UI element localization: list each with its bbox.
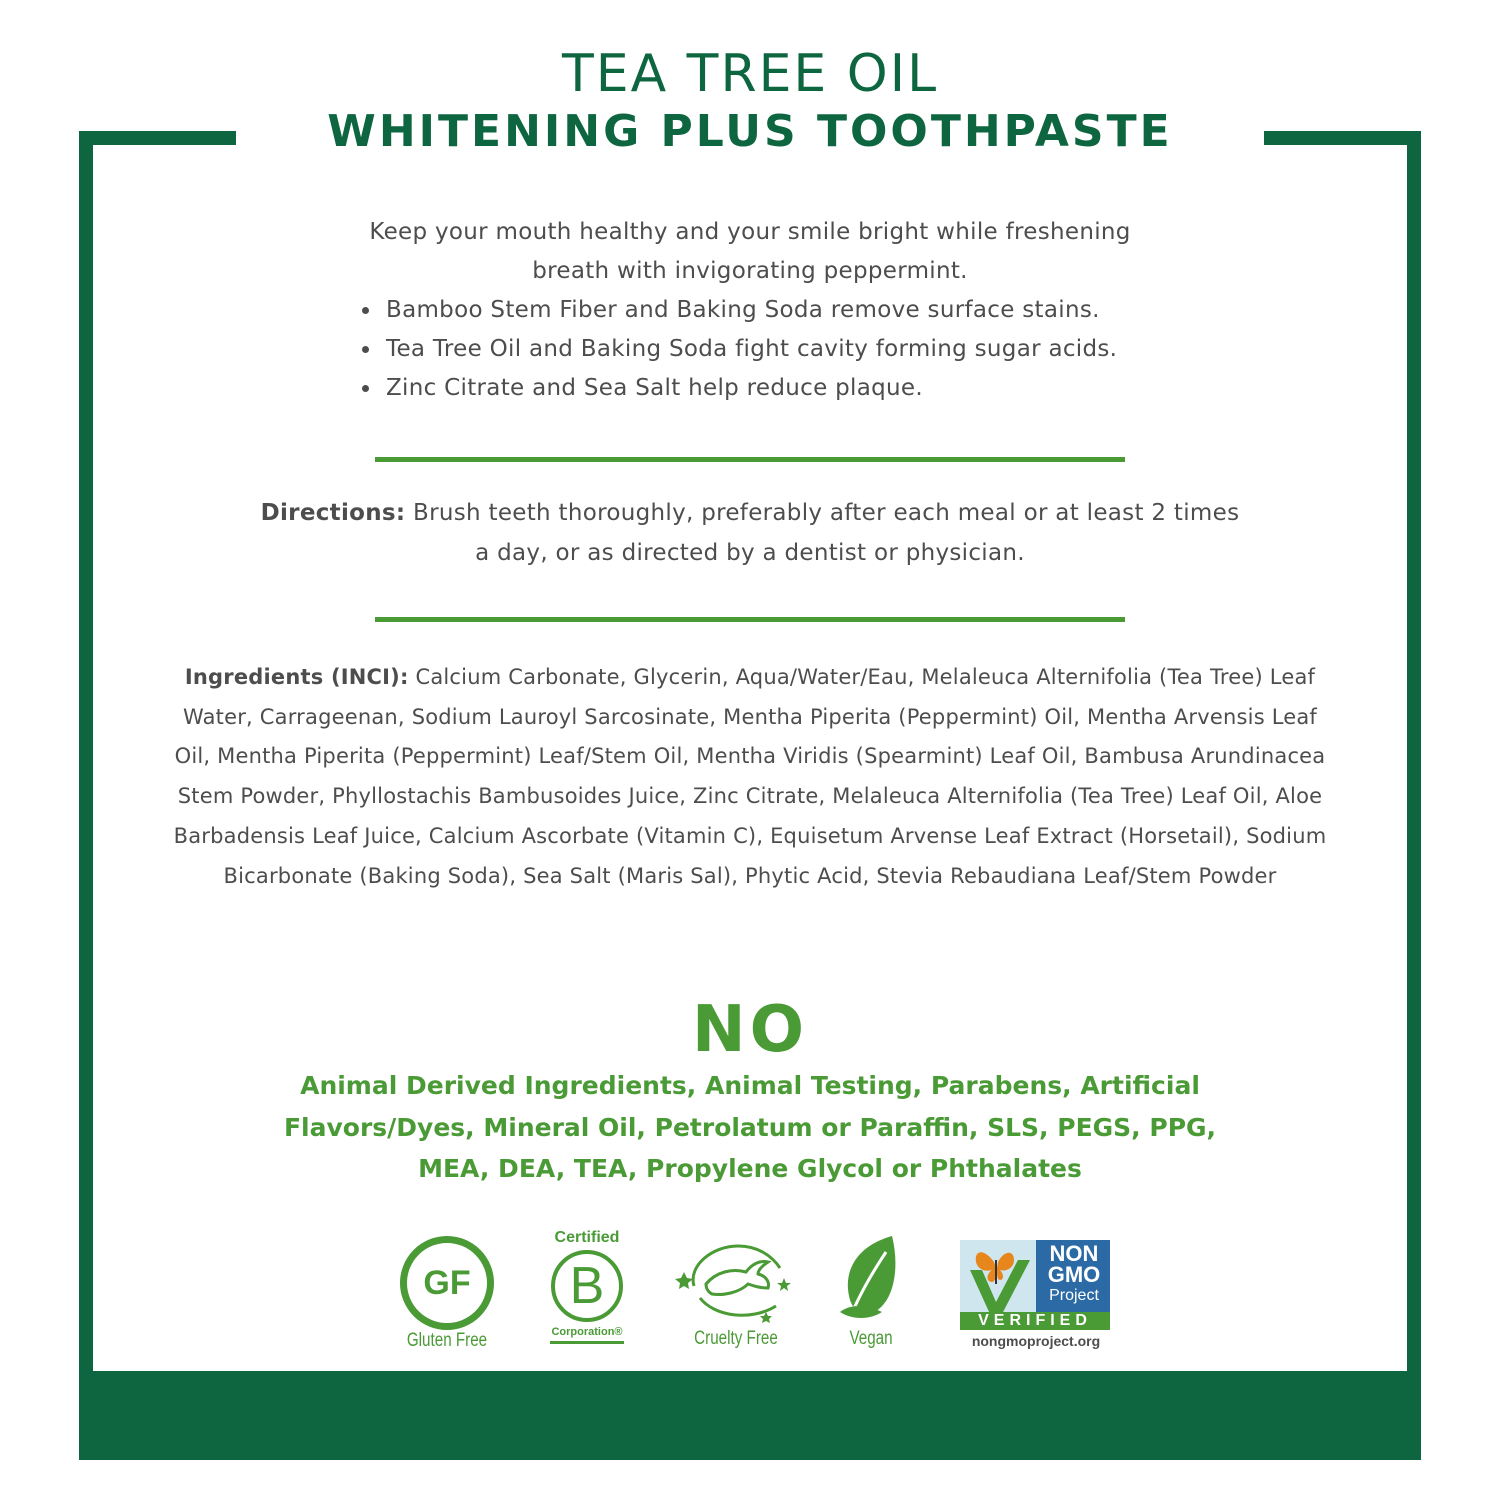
ingredients-text: Calcium Carbonate, Glycerin, Aqua/Water/Eau, Melaleuca Alternifolia (Tea Tree) Leaf Water, Carrageenan, Sodium Lauroyl Sarcosinate, Mentha Piperita (Peppermint) Oil, Mentha Arvensis Leaf Oil, Mentha Piperita (Peppermint) Leaf/Stem Oil, Mentha Viridis (Spearmint) Leaf Oil, Bambusa Arundinacea Stem Powder, Phyllostachis Bambusoides Juice, Zinc Citrate, Melaleuca Alternifolia (Tea Tree) Leaf Oil, Aloe Barbadensis Leaf Juice, Calcium Ascorbate (Vitamin C), Equisetum Arvense Leaf Extract (Horsetail), Sodium Bicarbonate (Baking Soda), Sea Salt (Maris Sal), Phytic Acid, Stevia Rebaudiana Leaf/Stem Powder: [173, 665, 1327, 888]
certification-badges: [0, 1228, 1500, 1363]
non-gmo-gmo-text: GMO: [1047, 1262, 1101, 1287]
leaf-icon: [836, 1232, 906, 1324]
directions-section: [250, 493, 1250, 573]
b-corp-certified-text: Certified: [554, 1229, 620, 1246]
no-heading: NO: [692, 993, 808, 1067]
butterfly-icon: [960, 1240, 1036, 1316]
gluten-free-icon: [400, 1236, 494, 1330]
gluten-free-caption: Gluten Free: [406, 1330, 488, 1351]
frame-bottom-band: [79, 1371, 1421, 1460]
gluten-free-badge: [395, 1236, 499, 1352]
directions-text: Brush teeth thoroughly, preferably after each meal or at least 2 times a day, or as directed by a dentist or physician.: [413, 500, 1240, 566]
divider: [375, 457, 1125, 462]
vegan-badge: [836, 1232, 906, 1350]
benefit-item: • Bamboo Stem Fiber and Baking Soda remove surface stains.: [382, 291, 1170, 330]
benefit-item: • Tea Tree Oil and Baking Soda fight cavity forming sugar acids.: [382, 330, 1170, 369]
divider: [375, 617, 1125, 622]
leaping-bunny-icon: [672, 1232, 800, 1324]
product-subtitle: WHITENING PLUS TOOTHPASTE: [327, 106, 1173, 157]
product-title: TEA TREE OIL: [561, 44, 939, 104]
intro-section: [330, 213, 1170, 408]
b-corp-corporation-text: Corporation®: [551, 1326, 623, 1338]
non-gmo-logo: [960, 1240, 1110, 1330]
benefit-item: • Zinc Citrate and Sea Salt help reduce plaque.: [382, 369, 1170, 408]
non-gmo-url: nongmoproject.org: [971, 1333, 1101, 1349]
benefits-list: [330, 291, 1170, 408]
ingredients-label: Ingredients (INCI):: [184, 665, 409, 689]
gluten-free-mark: GF: [423, 1263, 471, 1302]
non-gmo-project-text: Project: [1049, 1287, 1099, 1304]
b-corp-mark: B: [569, 1257, 605, 1315]
intro-description: Keep your mouth healthy and your smile bright while freshening breath with invigorating peppermint.: [369, 219, 1131, 284]
b-corp-icon: [551, 1250, 623, 1322]
directions-label: Directions:: [260, 500, 406, 526]
b-corp-underline: [550, 1341, 624, 1344]
non-gmo-verified-text: VERIFIED: [960, 1312, 1110, 1330]
non-gmo-emblem: [960, 1240, 1036, 1316]
free-from-list: Animal Derived Ingredients, Animal Testing, Parabens, Artificial Flavors/Dyes, Mineral Oil, Petrolatum or Paraffin, SLS, PEGS, PPG, MEA, DEA, TEA, Propylene Glycol or Phthalates: [283, 1071, 1217, 1183]
b-corp-badge: [540, 1228, 634, 1344]
non-gmo-badge: [960, 1240, 1112, 1349]
ingredients-section: [165, 658, 1335, 896]
vegan-caption: Vegan: [849, 1328, 893, 1349]
cruelty-free-caption: Cruelty Free: [694, 1328, 778, 1349]
non-gmo-non-text: NON: [1049, 1241, 1099, 1266]
cruelty-free-badge: [672, 1232, 800, 1350]
